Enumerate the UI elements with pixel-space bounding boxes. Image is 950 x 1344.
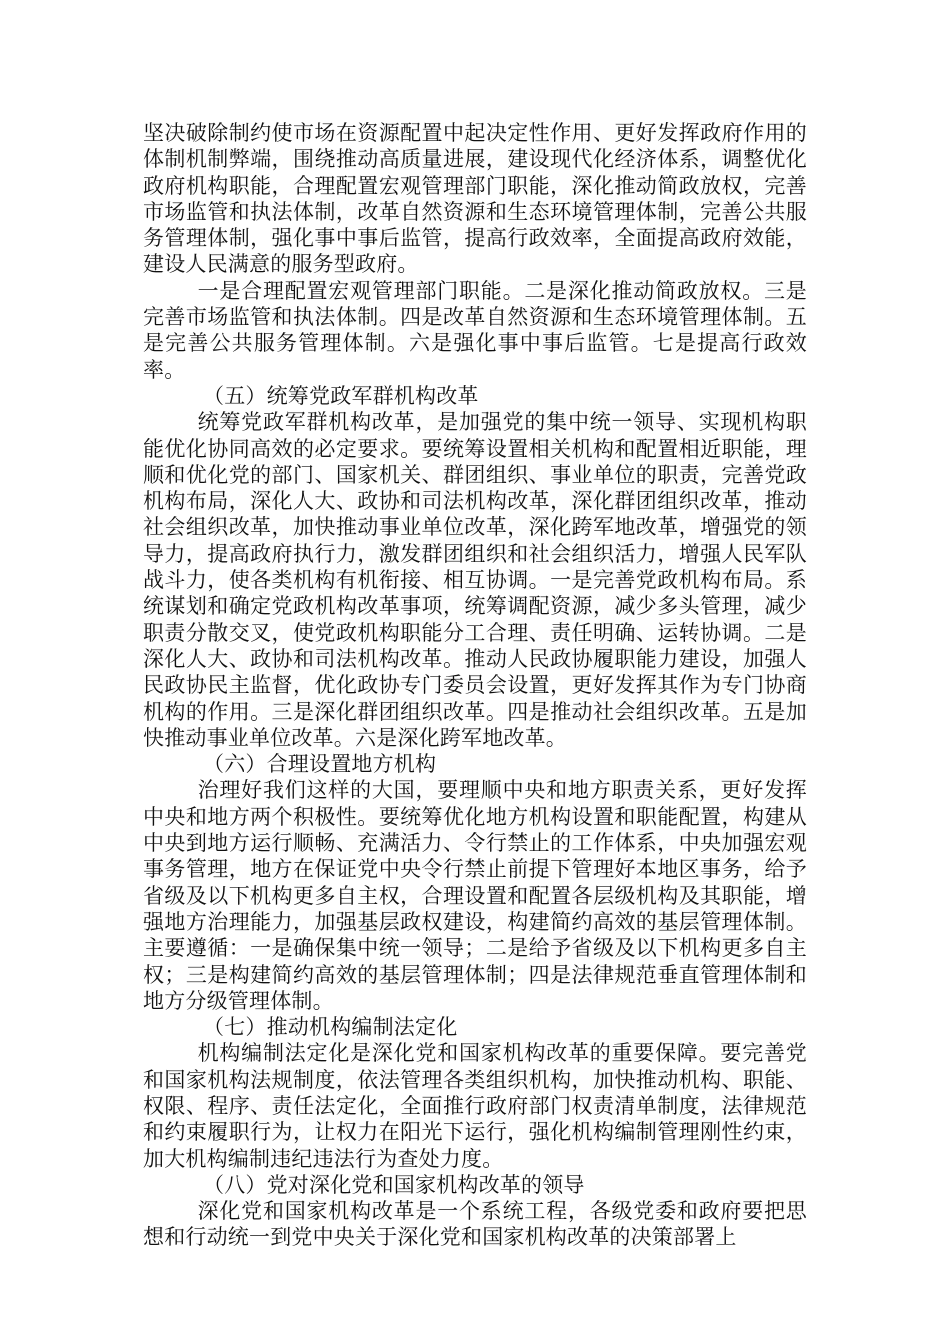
body-paragraph-3: 统筹党政军群机构改革，是加强党的集中统一领导、实现机构职能优化协同高效的必定要求。要统筹设置相关机构和配置相近职能，理顺和优化党的部门、国家机关、群团组织、事业单位的职责，完善党政机构布局，深化人大、政协和司法机构改革，深化群团组织改革，推动社会组织改革，加快推动事业单位改革，深化跨军地改革，增强党的领导力，提高政府执行力，激发群团组织和社会组织活力，增强人民军队战斗力，使各类机构有机衔接、相互协调。一是完善党政机构布局。系统谋划和确定党政机构改革事项，统筹调配资源，减少多头管理，减少职责分散交叉，使党政机构职能分工合理、责任明确、运转协调。二是深化人大、政协和司法机构改革。推动人民政协履职能力建设，加强人民政协民主监督，优化政协专门委员会设置，更好发挥其作为专门协商机构的作用。三是深化群团组织改革。四是推动社会组织改革。五是加快推动事业单位改革。六是深化跨军地改革。 [143, 410, 807, 750]
section-heading-7: （七）推动机构编制法定化 [203, 1015, 458, 1040]
body-paragraph-2: 一是合理配置宏观管理部门职能。二是深化推动简政放权。三是完善市场监管和执法体制。四是改革自然资源和生态环境管理体制。五是完善公共服务管理体制。六是强化事中事后监管。七是提高行政效率。 [143, 278, 807, 382]
section-heading-6: （六）合理设置地方机构 [203, 752, 437, 777]
document-page [143, 120, 807, 1251]
section-heading-5: （五）统筹党政军群机构改革 [203, 383, 479, 408]
body-paragraph-1: 坚决破除制约使市场在资源配置中起决定性作用、更好发挥政府作用的体制机制弊端，围绕推动高质量进展，建设现代化经济体系，调整优化政府机构职能，合理配置宏观管理部门职能，深化推动简政放权，完善市场监管和执法体制，改革自然资源和生态环境管理体制，完善公共服务管理体制，强化事中事后监管，提高行政效率，全面提高政府效能，建设人民满意的服务型政府。 [143, 121, 807, 277]
body-paragraph-6: 深化党和国家机构改革是一个系统工程，各级党委和政府要把思想和行动统一到党中央关于深化党和国家机构改革的决策部署上 [143, 1199, 807, 1250]
body-paragraph-5: 机构编制法定化是深化党和国家机构改革的重要保障。要完善党和国家机构法规制度，依法管理各类组织机构，加快推动机构、职能、权限、程序、责任法定化，全面推行政府部门权责清单制度，法律规范和约束履职行为，让权力在阳光下运行，强化机构编制管理刚性约束，加大机构编制违纪违法行为查处力度。 [143, 1041, 807, 1171]
body-paragraph-4: 治理好我们这样的大国，要理顺中央和地方职责关系，更好发挥中央和地方两个积极性。要统筹优化地方机构设置和职能配置，构建从中央到地方运行顺畅、充满活力、令行禁止的工作体系，中央加强宏观事务管理，地方在保证党中央令行禁止前提下管理好本地区事务，给予省级及以下机构更多自主权，合理设置和配置各层级机构及其职能，增强地方治理能力，加强基层政权建设，构建简约高效的基层管理体制。主要遵循：一是确保集中统一领导；二是给予省级及以下机构更多自主权；三是构建简约高效的基层管理体制；四是法律规范垂直管理体制和地方分级管理体制。 [143, 778, 807, 1013]
section-heading-8: （八）党对深化党和国家机构改革的领导 [203, 1172, 585, 1197]
